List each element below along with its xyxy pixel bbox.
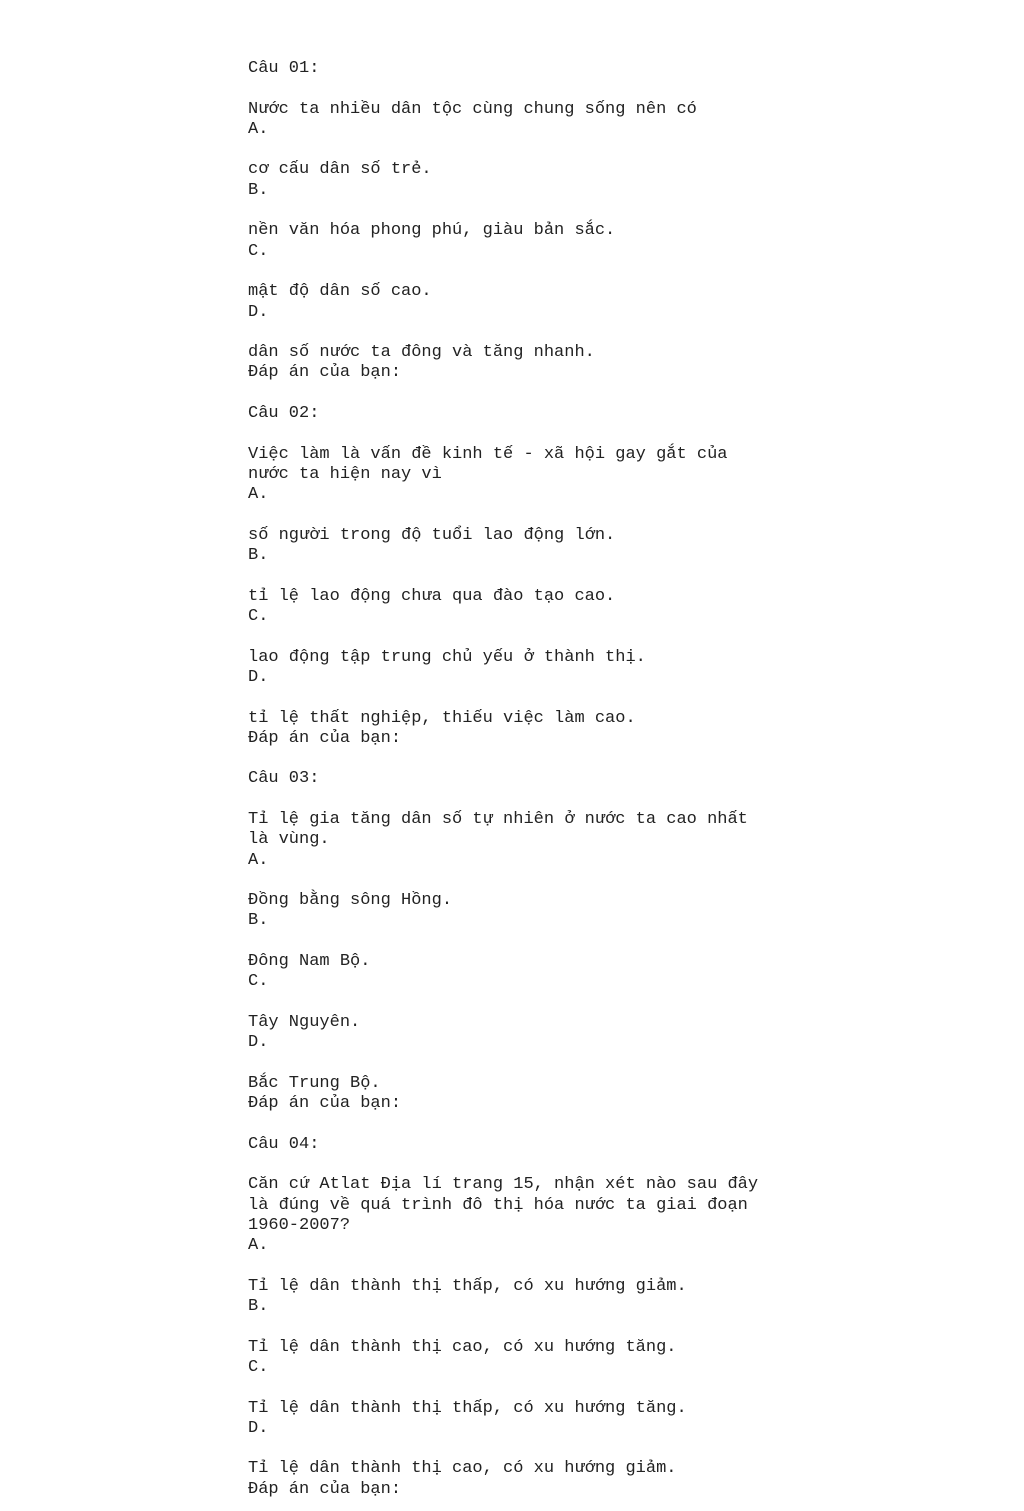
option-text: Đồng bằng sông Hồng. <box>248 891 453 911</box>
option-text: mật độ dân số cao. <box>248 282 432 302</box>
option-text: Đông Nam Bộ. <box>248 952 371 972</box>
option-text: số người trong độ tuổi lao động lớn. <box>248 525 616 545</box>
option-text: tỉ lệ lao động chưa qua đào tạo cao. <box>248 586 616 606</box>
option-text: lao động tập trung chủ yếu ở thành thị. <box>248 647 646 667</box>
question-4 <box>248 1135 828 1500</box>
option-text: dân số nước ta đông và tăng nhanh. <box>248 343 595 363</box>
question-stem: Tỉ lệ gia tăng dân số tự nhiên ở nước ta cao nhất <box>248 809 748 829</box>
question-stem: Nước ta nhiều dân tộc cùng chung sống nên có <box>248 99 697 119</box>
option-letter: B. <box>248 911 269 931</box>
answer-prompt: Đáp án của bạn: <box>248 363 402 383</box>
option-letter: C. <box>248 607 269 627</box>
option-letter: A. <box>248 1236 269 1256</box>
option-text: tỉ lệ thất nghiệp, thiếu việc làm cao. <box>248 708 636 728</box>
option-letter: A. <box>248 485 269 505</box>
answer-prompt: Đáp án của bạn: <box>248 1479 402 1499</box>
option-text: Tỉ lệ dân thành thị thấp, có xu hướng giảm. <box>248 1276 687 1296</box>
question-stem: Việc làm là vấn đề kinh tế - xã hội gay gắt của <box>248 444 728 464</box>
option-letter: A. <box>248 850 269 870</box>
question-2 <box>248 404 828 769</box>
option-letter: D. <box>248 667 269 687</box>
option-text: Tỉ lệ dân thành thị cao, có xu hướng giảm. <box>248 1459 677 1479</box>
question-stem: Căn cứ Atlat Địa lí trang 15, nhận xét nào sau đây <box>248 1175 759 1195</box>
option-text: Tỉ lệ dân thành thị thấp, có xu hướng tăng. <box>248 1398 687 1418</box>
option-letter: D. <box>248 302 269 322</box>
question-title: Câu 02: <box>248 404 320 424</box>
option-text: cơ cấu dân số trẻ. <box>248 160 432 180</box>
question-title: Câu 01: <box>248 59 320 78</box>
option-text: Bắc Trung Bộ. <box>248 1073 381 1093</box>
question-title: Câu 04: <box>248 1134 320 1154</box>
question-stem: nước ta hiện nay vì <box>248 464 442 484</box>
question-3 <box>248 769 828 1134</box>
answer-prompt: Đáp án của bạn: <box>248 1094 402 1114</box>
option-text: Tây Nguyên. <box>248 1012 361 1032</box>
question-stem: 1960-2007? <box>248 1215 351 1235</box>
option-letter: C. <box>248 1358 269 1377</box>
option-text: nền văn hóa phong phú, giàu bản sắc. <box>248 221 616 241</box>
option-letter: A. <box>248 119 269 139</box>
option-letter: D. <box>248 1418 269 1438</box>
question-stem: là vùng. <box>248 830 330 850</box>
option-letter: D. <box>248 1033 269 1053</box>
option-letter: C. <box>248 241 269 261</box>
question-title: Câu 03: <box>248 769 320 789</box>
question-stem: là đúng về quá trình đô thị hóa nước ta giai đoạn <box>248 1195 748 1215</box>
option-letter: B. <box>248 180 269 200</box>
option-text: Tỉ lệ dân thành thị cao, có xu hướng tăng. <box>248 1337 677 1357</box>
quiz-document <box>248 59 828 1500</box>
option-letter: B. <box>248 1297 269 1317</box>
option-letter: C. <box>248 972 269 992</box>
answer-prompt: Đáp án của bạn: <box>248 728 402 748</box>
option-letter: B. <box>248 546 269 566</box>
question-1 <box>248 59 828 404</box>
